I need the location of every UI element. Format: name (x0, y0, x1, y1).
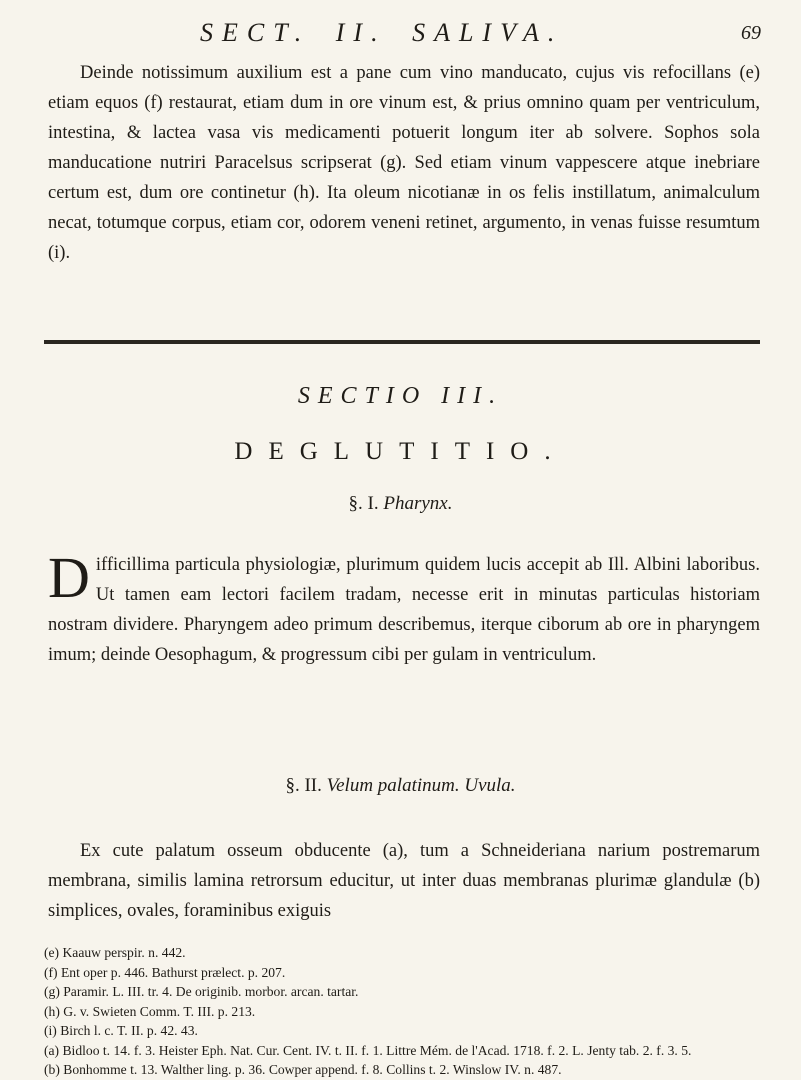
paragraph-heading-2 (0, 775, 801, 797)
footnote: (f) Ent oper p. 446. Bathurst prælect. p. 207. (44, 964, 286, 980)
section-title: DEGLUTITIO. (234, 438, 567, 465)
footnote: (e) Kaauw perspir. n. 442. (44, 945, 186, 960)
paragraph-title: Velum palatinum. Uvula. (326, 775, 516, 796)
page-number: 69 (741, 22, 761, 44)
footnote: (b) Bonhomme t. 13. Walther ling. p. 36. Cowper append. f. 8. Collins t. 2. Winslow IV. n. 487. (44, 1062, 562, 1077)
footnote: (i) Birch l. c. T. II. p. 42. 43. (44, 1023, 198, 1038)
footnotes (44, 943, 762, 1080)
section-divider-rule (44, 340, 760, 344)
drop-cap-initial: D (48, 545, 90, 610)
section-heading: SECTIO III. (297, 383, 504, 409)
paragraph-title: Pharynx. (383, 493, 453, 514)
paragraph-2-text: ifficillima particula physiologiæ, plurimum quidem lucis accepit ab Ill. Albini laboribus. Ut tamen eam lectori facilem tradam, necesse erit in minutas particulas historiam nostram dividere. Pharyngem adeo primum describemus, iterque ciborum ab ore in pharyngem imum; deinde Oesophagum, & progressum cibi per gulam in ventriculum. (48, 555, 760, 665)
footnote: (a) Bidloo t. 14. f. 3. Heister Eph. Nat. Cur. Cent. IV. t. II. f. 1. Littre Mém. de l'Acad. 1718. f. 2. L. Jenty tab. 2. f. 3. 5. (44, 1042, 692, 1058)
footnote: (g) Paramir. L. III. tr. 4. De originib. morbor. arcan. tartar. (44, 984, 359, 999)
paragraph-number: §. I. (348, 493, 379, 514)
paragraph-heading-1 (0, 493, 801, 515)
paragraph-number: §. II. (285, 775, 322, 796)
paragraph-2 (48, 545, 760, 670)
running-head-title: SECT. II. SALIVA. (200, 18, 564, 47)
footnote: (h) G. v. Swieten Comm. T. III. p. 213. (44, 1003, 256, 1019)
running-head (200, 18, 761, 52)
paragraph-1: Deinde notissimum auxilium est a pane cum vino manducato, cujus vis refocillans (e) etiam equos (f) restaurat, etiam dum in ore vinum est, & prius omnino quam per ventriculum, intestina, & lactea vasa vis medicamenti potuerit longum iter ab solvere. Sophos sola manducatione nutriri Paracelsus scripserat (g). Sed etiam vinum vappescere atque inebriare certum est, dum ore continetur (h). Ita oleum nicotianæ in os felis instillatum, animalculum necat, totumque corpus, etiam cor, odorem veneni retinet, argumento, in venas fuisse resumtum (i). (48, 63, 760, 263)
paragraph-3: Ex cute palatum osseum obducente (a), tum a Schneideriana narium postremarum membrana, similis lamina retrorsum educitur, ut inter duas membranas plurimæ glandulæ (b) simplices, ovales, foraminibus exiguis (48, 841, 760, 921)
